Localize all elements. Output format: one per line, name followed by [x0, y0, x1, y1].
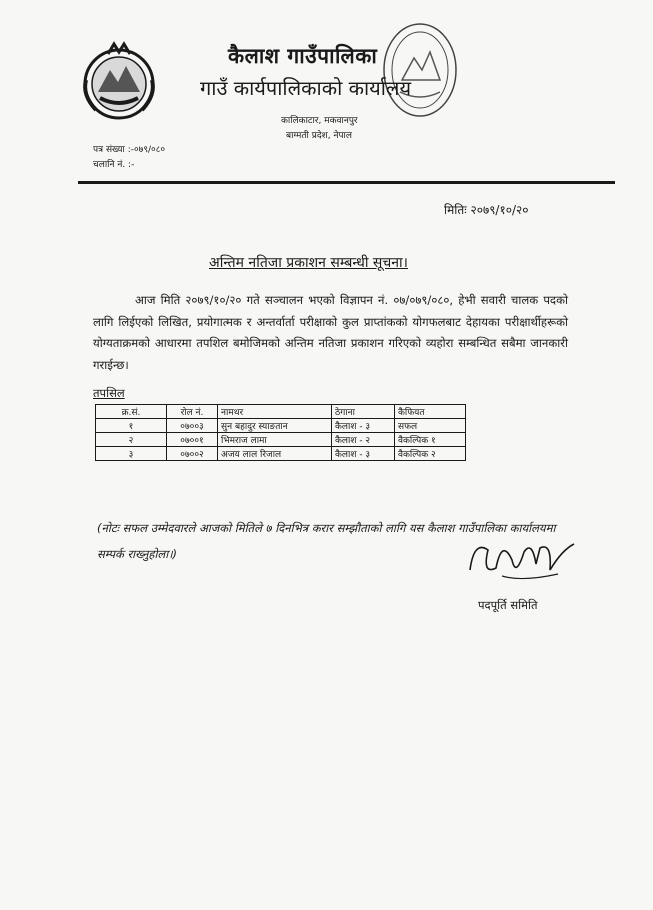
- cell-remarks: वैकल्पिक १: [395, 433, 466, 447]
- cell-name: अजय लाल रिजाल: [218, 447, 332, 461]
- signature-icon: [462, 530, 582, 595]
- nepal-emblem-icon: [78, 40, 160, 122]
- cell-roll: ०७००१: [167, 433, 218, 447]
- org-name: कैलाश गाउँपालिका: [228, 44, 378, 68]
- candidate-note: (नोटः सफल उम्मेदवारले आजको मितिले ७ दिनभित्र करार सम्झौताको लागि यस कैलाश गाउँपालिका कार्यालयमा सम्पर्क राख्नुहोला।): [97, 521, 556, 561]
- cell-roll: ०७००२: [167, 447, 218, 461]
- office-stamp-icon: [380, 20, 460, 120]
- dispatch-number: चलानि नं. :-: [93, 160, 135, 170]
- table-row: [96, 419, 466, 433]
- cell-roll: ०७००३: [167, 419, 218, 433]
- cell-name: भिमराज लामा: [218, 433, 332, 447]
- letter-number: पत्र संख्या :-०७९/०८०: [93, 145, 166, 155]
- cell-remarks: वैकल्पिक २: [395, 447, 466, 461]
- address-line1: कालिकाटार, मकवानपुर: [281, 116, 358, 126]
- signatory-title: पदपूर्ति समिति: [478, 598, 538, 612]
- cell-serial: १: [96, 419, 167, 433]
- header-divider: [78, 181, 615, 184]
- header-serial: क्र.सं.: [96, 405, 167, 419]
- notice-title: अन्तिम नतिजा प्रकाशन सम्बन्धी सूचना।: [209, 255, 408, 271]
- details-heading: तपसिल: [93, 386, 125, 400]
- address-line2: बाग्मती प्रदेश, नेपाल: [286, 131, 352, 141]
- cell-serial: २: [96, 433, 167, 447]
- header-roll: रोल नं.: [167, 405, 218, 419]
- notice-body: आज मिति २०७९/१०/२० गते सञ्चालन भएको विज्ञापन नं. ०७/०७९/०८०, हेभी सवारी चालक पदको लागि लिईएको लिखित, प्रयोगात्मक र अन्तर्वार्ता परीक्षाको कुल प्राप्तांकको योगफलबाट देहायका परीक्षार्थीहरूको योग्यताक्रमको आधारमा तपशिल बमोजिमको अन्तिम नतिजा प्रकाशन गरिएको व्यहोरा सम्बन्धित सबैमा जानकारी गराईन्छ।: [93, 293, 568, 372]
- cell-name: सुन बहादुर स्याङतान: [218, 419, 332, 433]
- cell-address: कैलाश - २: [332, 433, 395, 447]
- cell-address: कैलाश - ३: [332, 447, 395, 461]
- table-row: [96, 447, 466, 461]
- office-name: गाउँ कार्यपालिकाको कार्यालय: [200, 76, 412, 100]
- header-remarks: कैफियत: [395, 405, 466, 419]
- cell-remarks: सफल: [395, 419, 466, 433]
- header-name: नामथर: [218, 405, 332, 419]
- notice-date: मितिः २०७९/१०/२०: [444, 203, 529, 217]
- table-header-row: [96, 405, 466, 419]
- results-table: [95, 404, 466, 461]
- table-row: [96, 433, 466, 447]
- header-address: ठेगाना: [332, 405, 395, 419]
- cell-serial: ३: [96, 447, 167, 461]
- cell-address: कैलाश - ३: [332, 419, 395, 433]
